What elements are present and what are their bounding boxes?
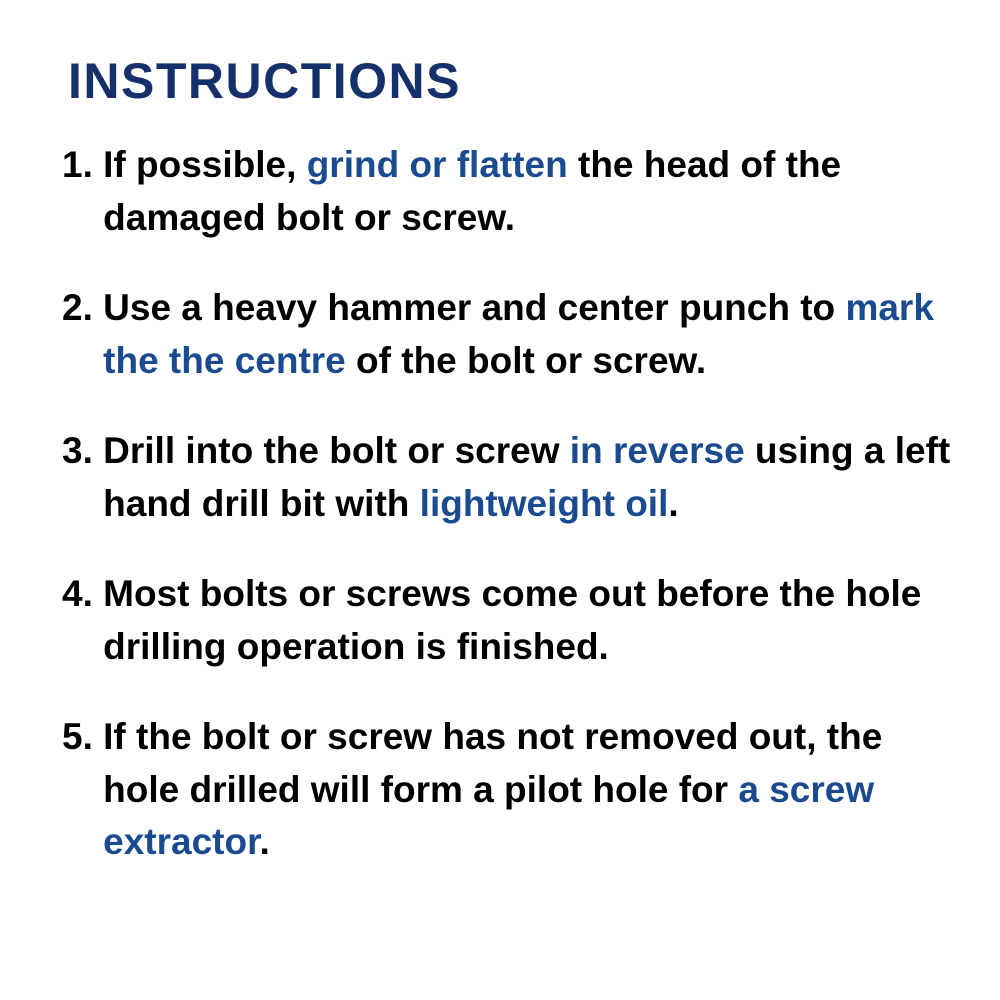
plain-phrase: If possible, <box>103 144 307 185</box>
highlighted-phrase: lightweight oil <box>419 482 669 524</box>
highlighted-phrase: in reverse <box>569 430 745 472</box>
plain-phrase: the head of the damaged bolt or screw. <box>103 144 842 238</box>
highlighted-phrase: a screw extractor <box>103 768 875 863</box>
step-number: 3. <box>62 430 104 472</box>
list-item <box>62 425 966 530</box>
plain-phrase: . <box>259 821 270 863</box>
step-number: 2. <box>62 287 104 329</box>
list-item <box>62 139 966 244</box>
step-text <box>103 711 966 869</box>
plain-phrase: using a left hand drill bit with <box>103 430 951 524</box>
step-text <box>103 139 966 244</box>
step-number: 1. <box>62 144 104 185</box>
plain-phrase: . <box>668 482 679 524</box>
highlighted-phrase: grind or flatten <box>306 144 568 185</box>
instruction-list <box>62 139 966 869</box>
list-item <box>62 568 966 673</box>
plain-phrase: If the bolt or screw has not removed out, the hole drilled will form a pilot hole for <box>103 716 883 810</box>
page-title: INSTRUCTIONS <box>68 53 461 109</box>
plain-phrase: Use a heavy hammer and center punch to <box>103 287 846 329</box>
step-text <box>103 568 966 673</box>
step-number: 4. <box>62 573 104 615</box>
plain-phrase: of the bolt or screw. <box>345 339 707 381</box>
highlighted-phrase: mark the the centre <box>103 287 934 381</box>
step-number: 5. <box>62 716 104 758</box>
plain-phrase: Drill into the bolt or screw <box>103 430 570 472</box>
list-item <box>62 282 966 387</box>
step-text <box>103 282 966 387</box>
step-text <box>103 425 966 530</box>
plain-phrase: Most bolts or screws come out before the hole drilling operation is finished. <box>103 573 922 667</box>
list-item <box>62 711 966 869</box>
